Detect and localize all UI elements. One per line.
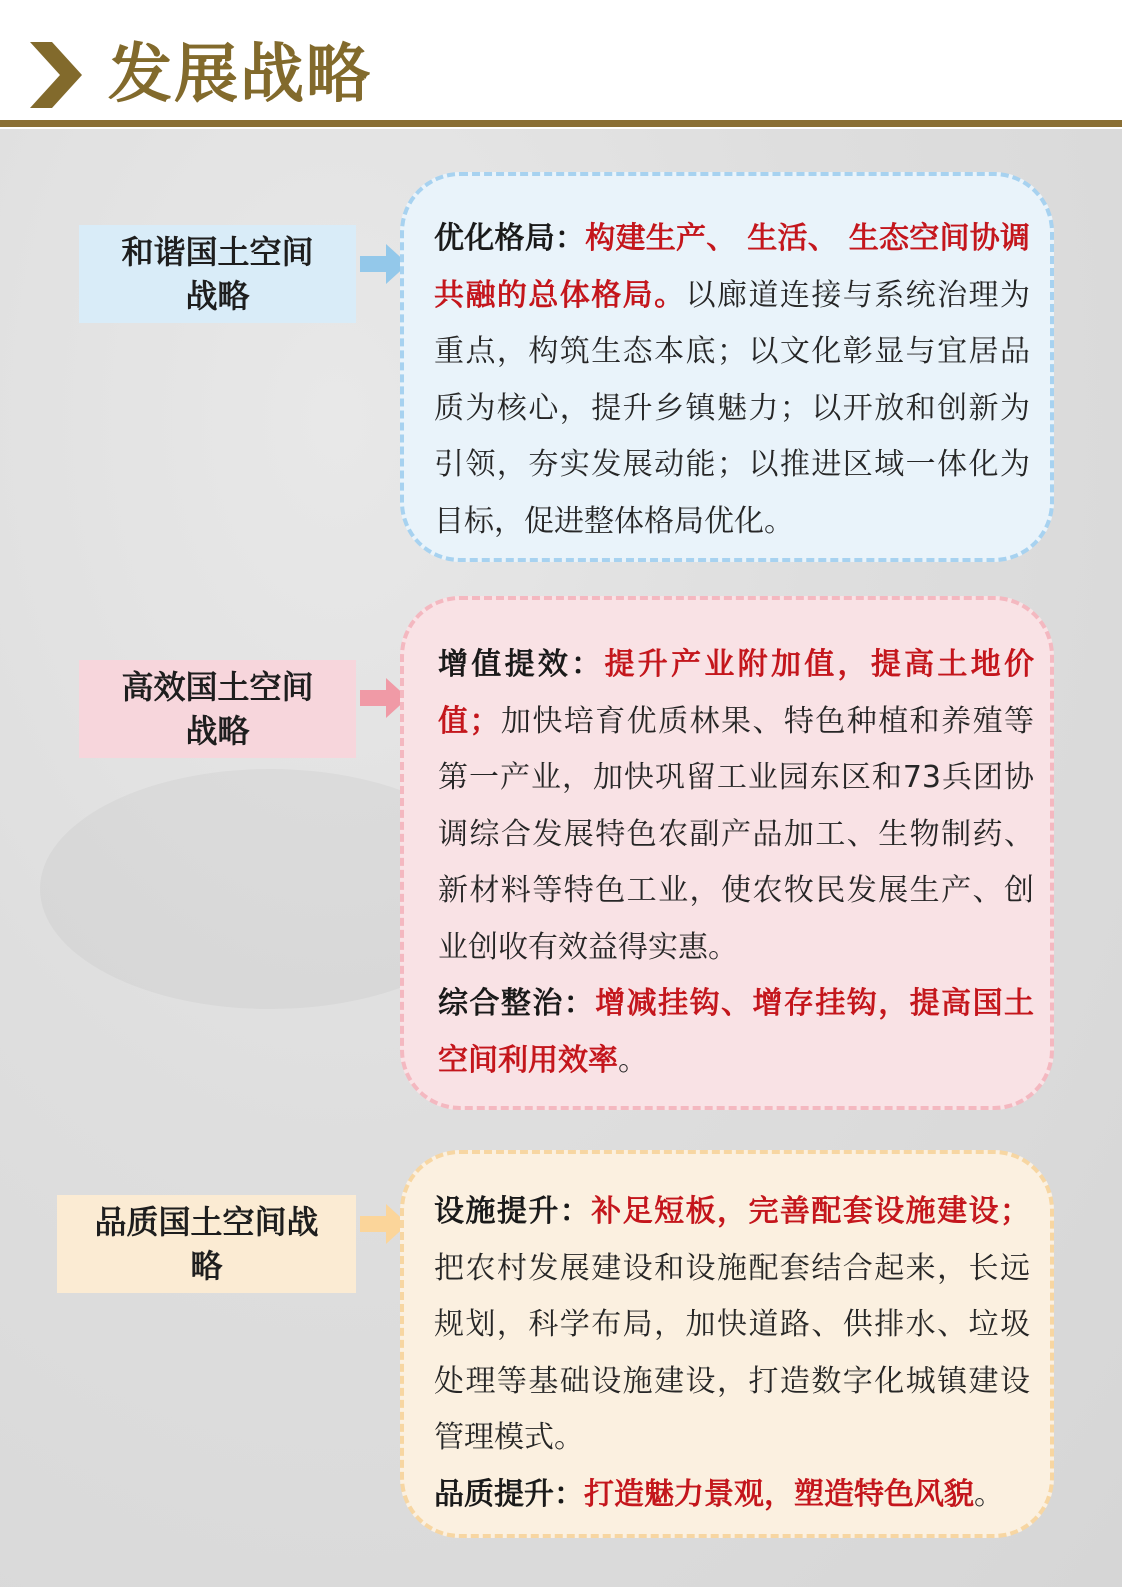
paragraph-keyword: 增值提效：	[438, 647, 605, 682]
strategy-box-quality	[400, 1150, 1054, 1538]
paragraph-keyword: 设施提升：	[434, 1194, 592, 1229]
paragraph-highlight: 补足短板，完善配套设施建设；	[591, 1194, 1031, 1229]
strategy-text	[434, 1184, 1030, 1523]
strategy-paragraph	[438, 976, 1034, 1089]
paragraph-body: 加快培育优质林果、特色种植和养殖等第一产业，加快巩留工业园东区和73兵团协调综合发展特色农副产品加工、生物制药、新材料等特色工业，使农牧民发展生产、创业创收有效益得实惠。	[438, 703, 1035, 965]
page-header	[0, 0, 1122, 128]
chevron-right-icon	[30, 42, 82, 108]
strategy-paragraph	[434, 211, 1030, 550]
strategy-label-line: 略	[190, 1247, 223, 1285]
paragraph-highlight: 打造魅力景观，塑造特色风貌	[584, 1476, 974, 1512]
strategy-label-harmonious	[79, 225, 356, 323]
paragraph-highlight: 构建生产、 生活、 生态空间协调共融的总体格局。	[434, 221, 1031, 313]
strategy-text	[438, 637, 1034, 1089]
strategy-label-line: 战略	[185, 277, 250, 315]
strategy-label-line: 战略	[185, 712, 250, 750]
strategy-label-quality	[57, 1195, 356, 1293]
strategy-box-harmonious	[400, 172, 1054, 562]
paragraph-keyword: 品质提升：	[434, 1476, 584, 1512]
strategy-paragraph	[434, 1467, 1030, 1524]
strategy-label-line: 高效国土空间	[121, 668, 314, 706]
strategy-paragraph	[434, 1184, 1030, 1467]
paragraph-keyword: 优化格局：	[434, 221, 586, 256]
paragraph-body: 。	[974, 1476, 1004, 1512]
paragraph-highlight: 提升产业附加值，提高土地价值；	[438, 647, 1035, 739]
paragraph-highlight: 增减挂钩、增存挂钩，提高国土空间利用效率	[438, 986, 1035, 1078]
strategy-paragraph	[438, 637, 1034, 976]
header-rule	[0, 120, 1122, 127]
paragraph-body: 把农村发展建设和设施配套结合起来，长远规划，科学布局，加快道路、供排水、垃圾处理等基础设施建设，打造数字化城镇建设管理模式。	[434, 1250, 1030, 1455]
page-title: 发展战略	[108, 38, 372, 112]
paragraph-body: 。	[618, 1042, 648, 1078]
paragraph-body: 以廊道连接与系统治理为重点，构筑生态本底；以文化彰显与宜居品质为核心，提升乡镇魅力；以开放和创新为引领，夯实发展动能；以推进区域一体化为目标，促进整体格局优化。	[434, 277, 1031, 539]
strategy-text	[434, 211, 1030, 550]
strategy-label-line: 品质国土空间战	[94, 1203, 319, 1241]
paragraph-keyword: 综合整治：	[438, 986, 596, 1021]
strategy-box-efficient	[400, 596, 1054, 1110]
strategy-label-line: 和谐国土空间	[121, 233, 314, 271]
strategy-label-efficient	[79, 660, 356, 758]
